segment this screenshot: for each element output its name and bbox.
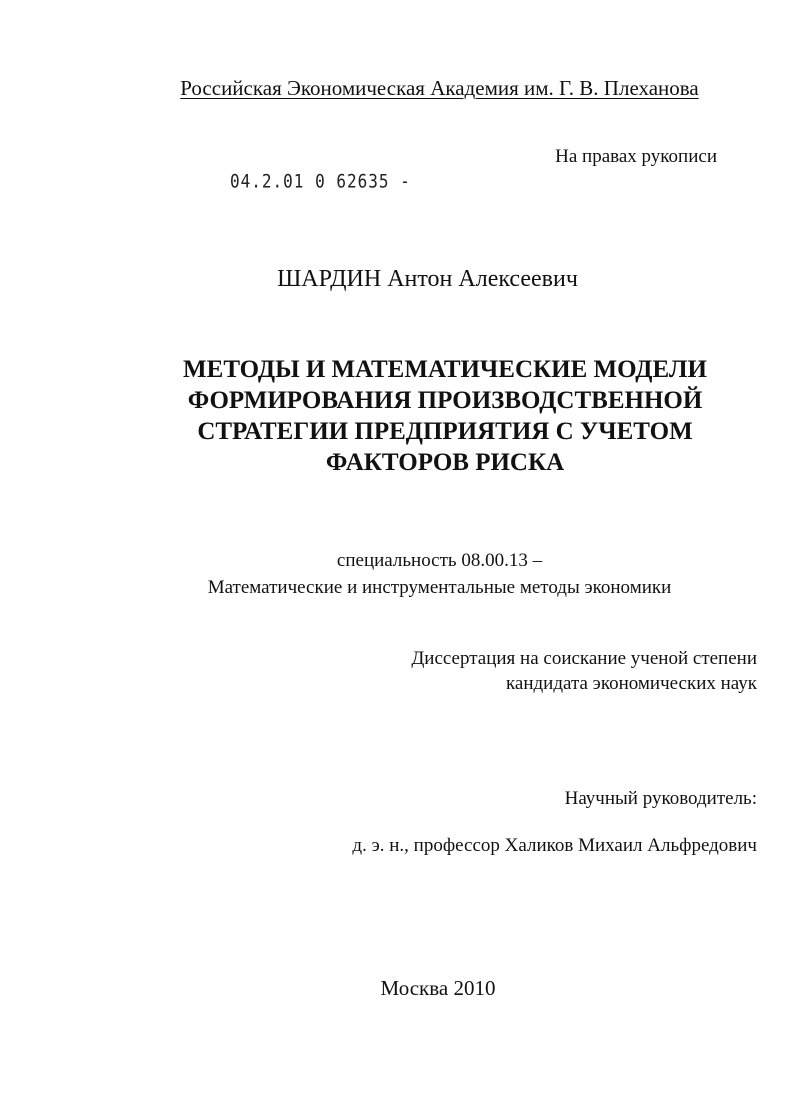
degree-line-1: Диссертация на соискание ученой степени xyxy=(411,648,757,669)
degree-line-2: кандидата экономических наук xyxy=(505,673,757,694)
place-and-year: Москва 2010 xyxy=(380,976,496,1000)
degree-statement xyxy=(411,646,757,696)
title-line: ФАКТОРОВ РИСКА xyxy=(325,449,565,476)
author-name: ШАРДИН Антон Алексеевич xyxy=(277,266,578,292)
supervisor-name: д. э. н., профессор Халиков Михаил Альфредович xyxy=(352,835,757,856)
rights-notice: На правах рукописи xyxy=(555,146,717,167)
title-line: МЕТОДЫ И МАТЕМАТИЧЕСКИЕ МОДЕЛИ xyxy=(183,356,707,383)
title-line: СТРАТЕГИИ ПРЕДПРИЯТИЯ С УЧЕТОМ xyxy=(197,418,693,445)
specialty-name: Математические и инструментальные методы экономики xyxy=(207,577,672,598)
supervisor-label: Научный руководитель: xyxy=(564,788,757,809)
specialty-code: специальность 08.00.13 – xyxy=(336,550,543,571)
specialty-block xyxy=(0,547,799,601)
dissertation-title xyxy=(140,354,750,478)
archive-stamp-code: 04.2.01 0 62635 - xyxy=(230,170,411,192)
title-line: ФОРМИРОВАНИЯ ПРОИЗВОДСТВЕННОЙ xyxy=(187,387,703,414)
institution-name: Российская Экономическая Академия им. Г. В. Плеханова xyxy=(180,76,699,100)
